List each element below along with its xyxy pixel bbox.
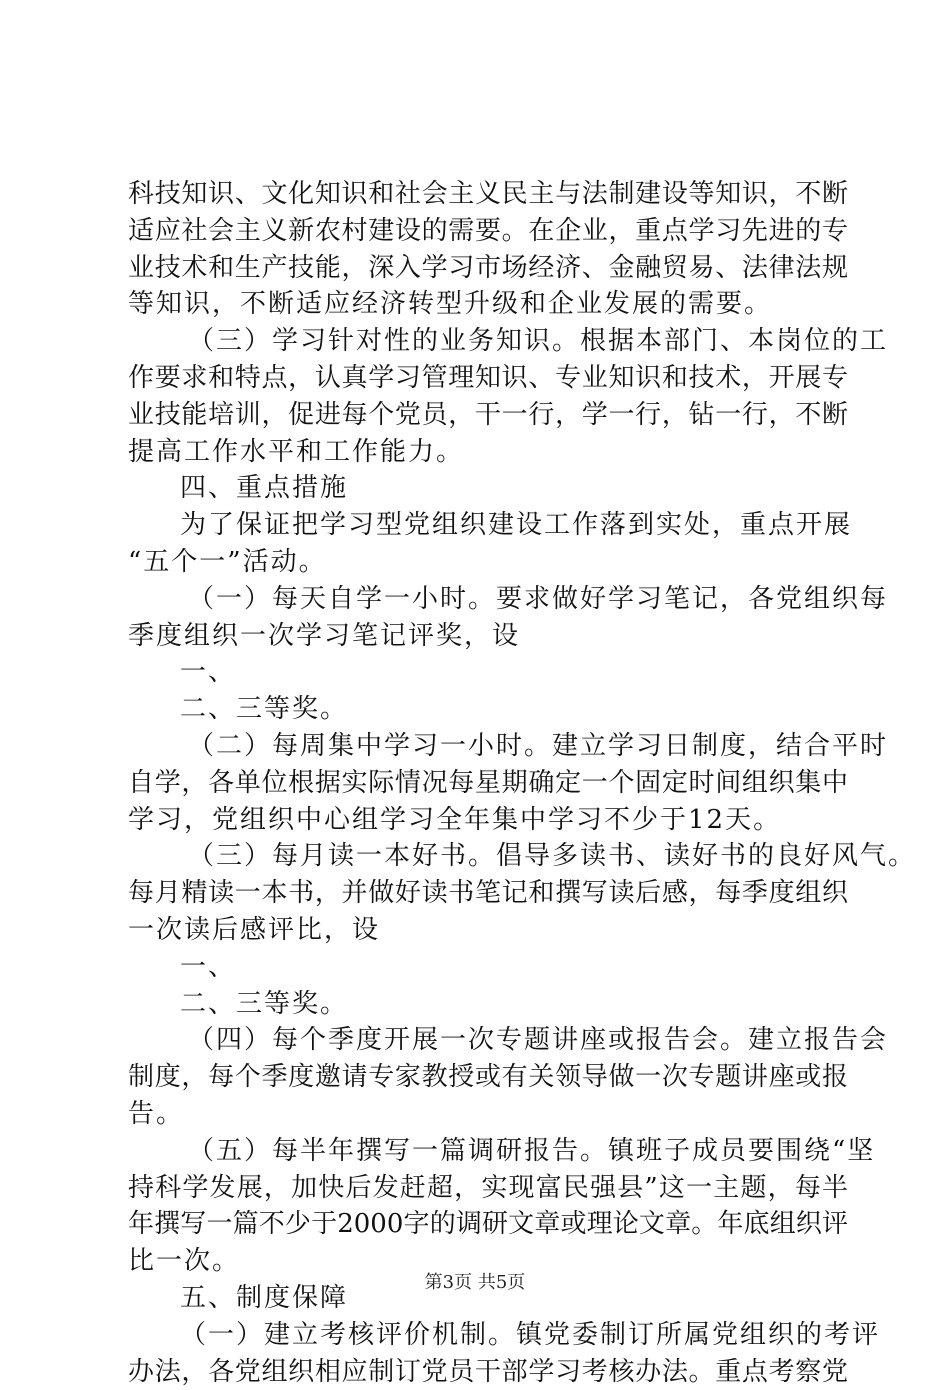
- document-body: [128, 176, 848, 1390]
- body-line: 一、: [128, 949, 848, 986]
- body-line: （三）每月读一本好书。倡导多读书、读好书的良好风气。: [128, 838, 848, 875]
- body-line: 年撰写一篇不少于2000字的调研文章或理论文章。年底组织评: [128, 1206, 848, 1243]
- body-line: 适应社会主义新农村建设的需要。在企业，重点学习先进的专: [128, 213, 848, 250]
- body-line: 季度组织一次学习笔记评奖，设: [128, 618, 848, 655]
- body-line: 作要求和特点，认真学习管理知识、专业知识和技术，开展专: [128, 360, 848, 397]
- body-line: 二、三等奖。: [128, 986, 848, 1023]
- body-line: 等知识，不断适应经济转型升级和企业发展的需要。: [128, 286, 848, 323]
- body-line: 科技知识、文化知识和社会主义民主与法制建设等知识，不断: [128, 176, 848, 213]
- body-line: 持科学发展，加快后发赶超，实现富民强县”这一主题，每半: [128, 1170, 848, 1207]
- section-heading: 四、重点措施: [128, 470, 848, 507]
- body-line: 比一次。: [128, 1243, 848, 1280]
- body-line: 办法，各党组织相应制订党员干部学习考核办法。重点考察党: [128, 1354, 848, 1390]
- body-line: （一）每天自学一小时。要求做好学习笔记，各党组织每: [128, 581, 848, 618]
- body-line: 每月精读一本书，并做好读书笔记和撰写读后感，每季度组织: [128, 875, 848, 912]
- body-line: 告。: [128, 1096, 848, 1133]
- page-footer: 第3页 共5页: [0, 1271, 950, 1295]
- body-line: “五个一”活动。: [128, 544, 848, 581]
- body-line: 一、: [128, 654, 848, 691]
- body-line: 学习，党组织中心组学习全年集中学习不少于12天。: [128, 802, 848, 839]
- body-line: 自学，各单位根据实际情况每星期确定一个固定时间组织集中: [128, 765, 848, 802]
- body-line: 为了保证把学习型党组织建设工作落到实处，重点开展: [128, 507, 848, 544]
- body-line: 二、三等奖。: [128, 691, 848, 728]
- body-line: 业技术和生产技能，深入学习市场经济、金融贸易、法律法规: [128, 250, 848, 287]
- body-line: 一次读后感评比，设: [128, 912, 848, 949]
- body-line: 业技能培训，促进每个党员，干一行，学一行，钻一行，不断: [128, 397, 848, 434]
- body-line: （二）每周集中学习一小时。建立学习日制度，结合平时: [128, 728, 848, 765]
- body-line: （四）每个季度开展一次专题讲座或报告会。建立报告会: [128, 1022, 848, 1059]
- section-heading: 五、制度保障: [128, 1280, 848, 1317]
- body-line: （一）建立考核评价机制。镇党委制订所属党组织的考评: [128, 1317, 848, 1354]
- body-line: （五）每半年撰写一篇调研报告。镇班子成员要围绕“坚: [128, 1133, 848, 1170]
- body-line: 提高工作水平和工作能力。: [128, 434, 848, 471]
- body-line: 制度，每个季度邀请专家教授或有关领导做一次专题讲座或报: [128, 1059, 848, 1096]
- body-line: （三）学习针对性的业务知识。根据本部门、本岗位的工: [128, 323, 848, 360]
